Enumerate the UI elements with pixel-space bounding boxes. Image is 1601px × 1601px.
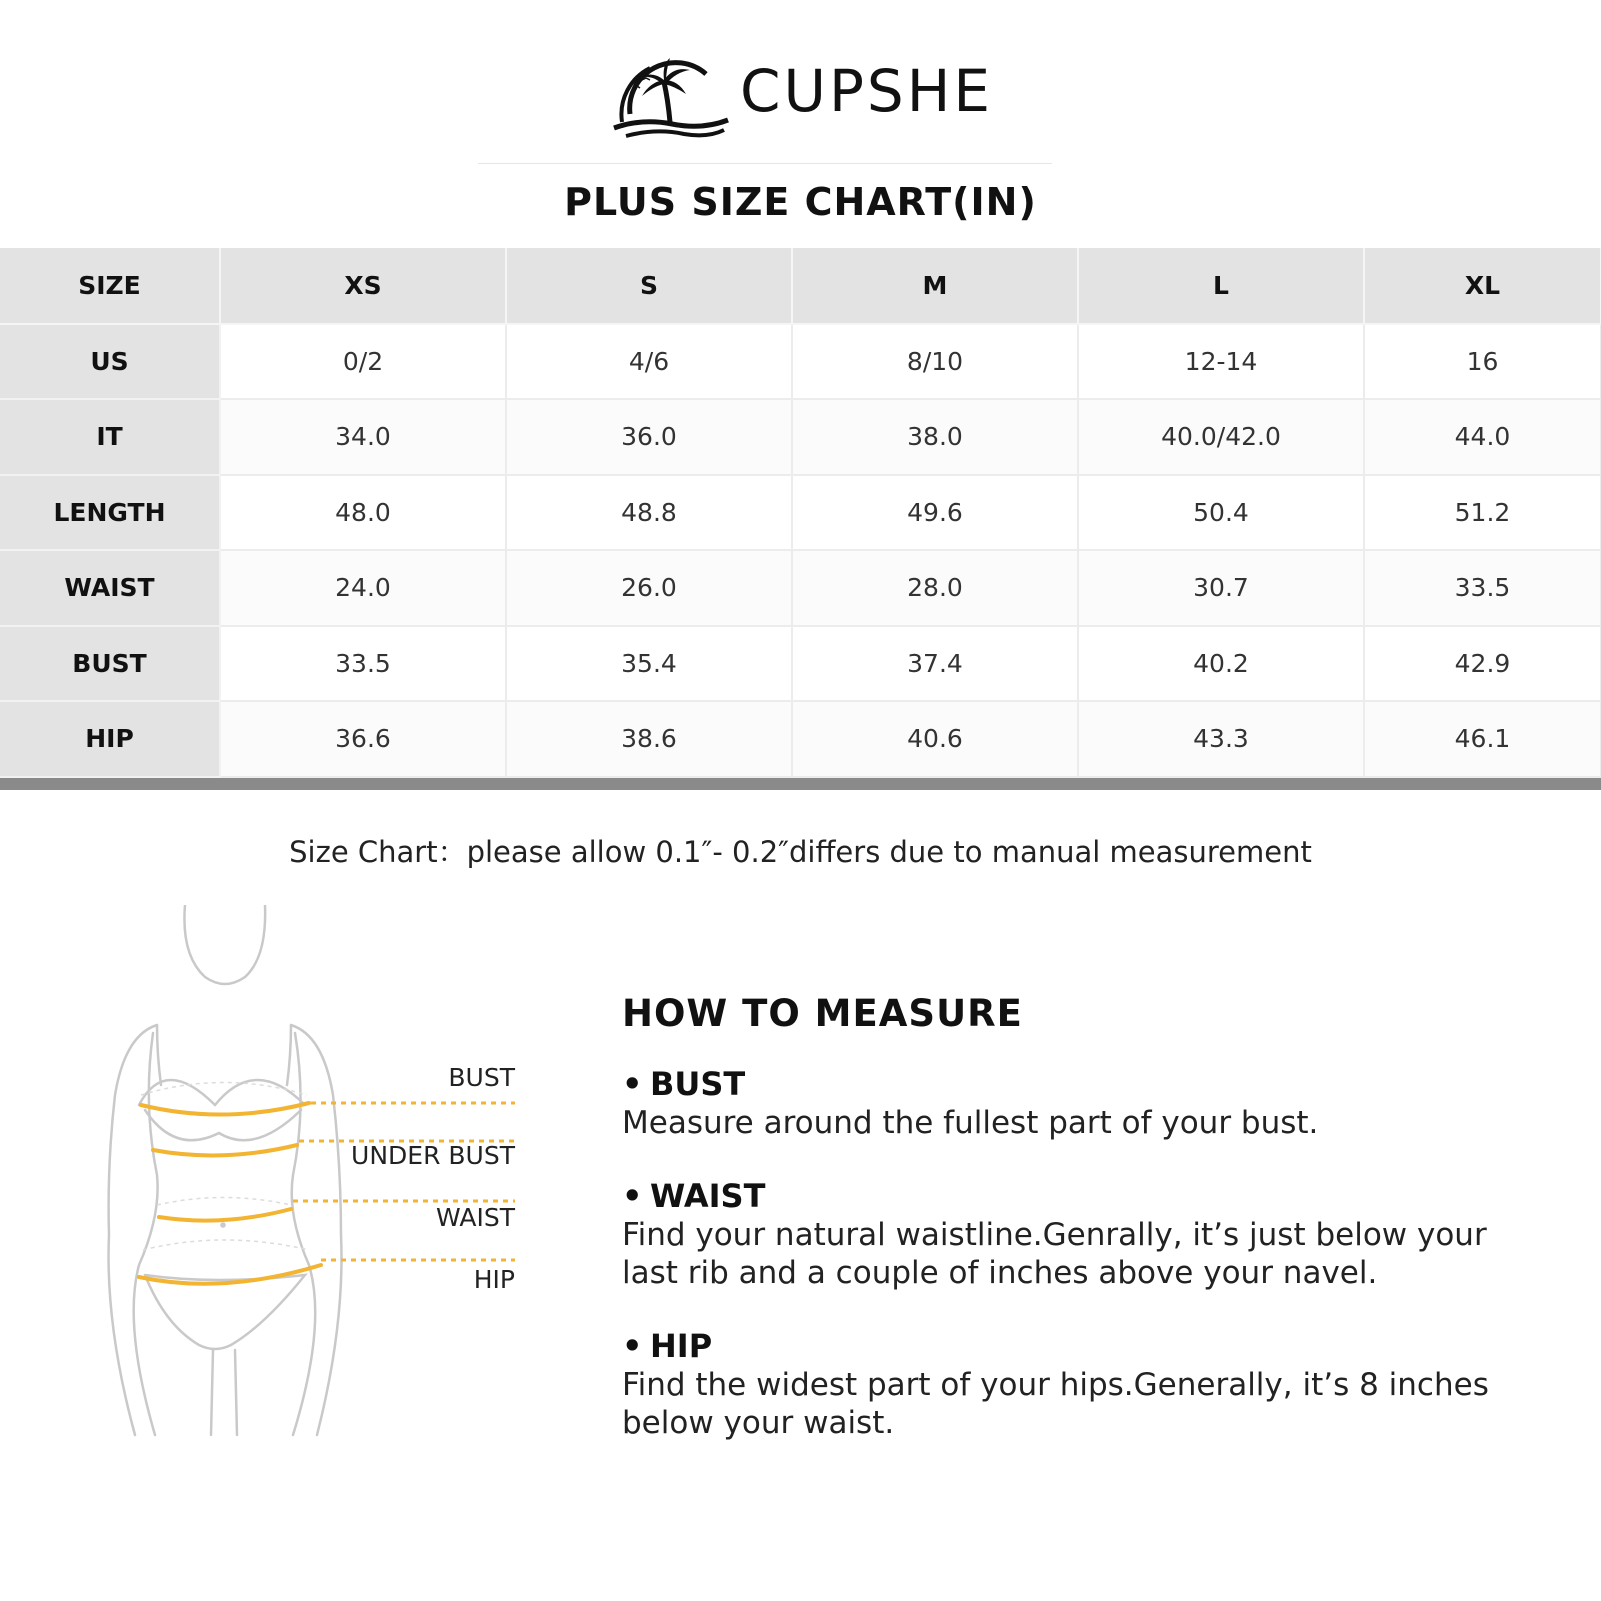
header-m: M: [792, 248, 1078, 324]
table-cell: 16: [1364, 324, 1601, 400]
how-item-bust: [622, 1064, 1542, 1142]
row-label: LENGTH: [0, 475, 220, 551]
table-cell: 28.0: [792, 550, 1078, 626]
label-waist: WAIST: [436, 1203, 515, 1232]
table-cell: 34.0: [220, 399, 506, 475]
table-cell: 51.2: [1364, 475, 1601, 551]
table-row: [0, 399, 1601, 475]
table-cell: 40.2: [1078, 626, 1364, 702]
table-cell: 4/6: [506, 324, 792, 400]
header-l: L: [1078, 248, 1364, 324]
header-xs: XS: [220, 248, 506, 324]
how-item-name: WAIST: [650, 1177, 766, 1215]
how-to-measure-title: HOW TO MEASURE: [622, 992, 1023, 1035]
table-cell: 40.0/42.0: [1078, 399, 1364, 475]
palm-tree-sun-wave-icon: [612, 52, 732, 142]
header-xl: XL: [1364, 248, 1601, 324]
how-item-description: Measure around the fullest part of your bust.: [622, 1105, 1319, 1141]
table-cell: 26.0: [506, 550, 792, 626]
table-cell: 46.1: [1364, 701, 1601, 777]
table-cell: 37.4: [792, 626, 1078, 702]
table-cell: 8/10: [792, 324, 1078, 400]
table-cell: 48.8: [506, 475, 792, 551]
table-cell: 50.4: [1078, 475, 1364, 551]
table-cell: 49.6: [792, 475, 1078, 551]
table-row: [0, 324, 1601, 400]
table-cell: 33.5: [1364, 550, 1601, 626]
table-cell: 0/2: [220, 324, 506, 400]
table-row: [0, 475, 1601, 551]
how-item-name: HIP: [650, 1327, 713, 1365]
size-table: [0, 248, 1601, 778]
title-divider: [478, 163, 1052, 164]
body-measurement-figure: [95, 905, 535, 1475]
table-cell: 30.7: [1078, 550, 1364, 626]
row-label: IT: [0, 399, 220, 475]
bullet-icon: •: [622, 1177, 643, 1215]
brand-name: CUPSHE: [740, 57, 994, 125]
table-cell: 42.9: [1364, 626, 1601, 702]
table-bottom-bar: [0, 778, 1601, 790]
table-cell: 38.0: [792, 399, 1078, 475]
label-under-bust: UNDER BUST: [351, 1141, 515, 1170]
how-item-description: Find the widest part of your hips.Generally, it’s 8 inches below your waist.: [622, 1367, 1489, 1441]
table-cell: 33.5: [220, 626, 506, 702]
table-cell: 35.4: [506, 626, 792, 702]
table-cell: 48.0: [220, 475, 506, 551]
table-cell: 12-14: [1078, 324, 1364, 400]
table-cell: 38.6: [506, 701, 792, 777]
table-cell: 44.0: [1364, 399, 1601, 475]
bullet-icon: •: [622, 1327, 643, 1365]
table-row: [0, 701, 1601, 777]
how-item-waist: [622, 1176, 1542, 1292]
how-item-description: Find your natural waistline.Genrally, it’s just below your last rib and a couple of inches above your navel.: [622, 1217, 1487, 1291]
table-row: [0, 550, 1601, 626]
row-label: US: [0, 324, 220, 400]
table-cell: 36.6: [220, 701, 506, 777]
table-cell: 40.6: [792, 701, 1078, 777]
label-bust: BUST: [448, 1063, 515, 1092]
header-s: S: [506, 248, 792, 324]
table-cell: 24.0: [220, 550, 506, 626]
body-outline-icon: [95, 905, 535, 1475]
label-hip: HIP: [473, 1265, 515, 1294]
bullet-icon: •: [622, 1065, 643, 1103]
table-row: [0, 626, 1601, 702]
table-cell: 43.3: [1078, 701, 1364, 777]
header-size: SIZE: [0, 248, 220, 324]
measurement-note: Size Chart：please allow 0.1″- 0.2″differs due to manual measurement: [289, 835, 1312, 869]
brand-logo: [612, 52, 994, 142]
row-label: HIP: [0, 701, 220, 777]
how-item-hip: [622, 1326, 1542, 1442]
how-item-name: BUST: [650, 1065, 746, 1103]
page-title: PLUS SIZE CHART(IN): [564, 180, 1037, 224]
row-label: BUST: [0, 626, 220, 702]
table-cell: 36.0: [506, 399, 792, 475]
table-header-row: [0, 248, 1601, 324]
row-label: WAIST: [0, 550, 220, 626]
